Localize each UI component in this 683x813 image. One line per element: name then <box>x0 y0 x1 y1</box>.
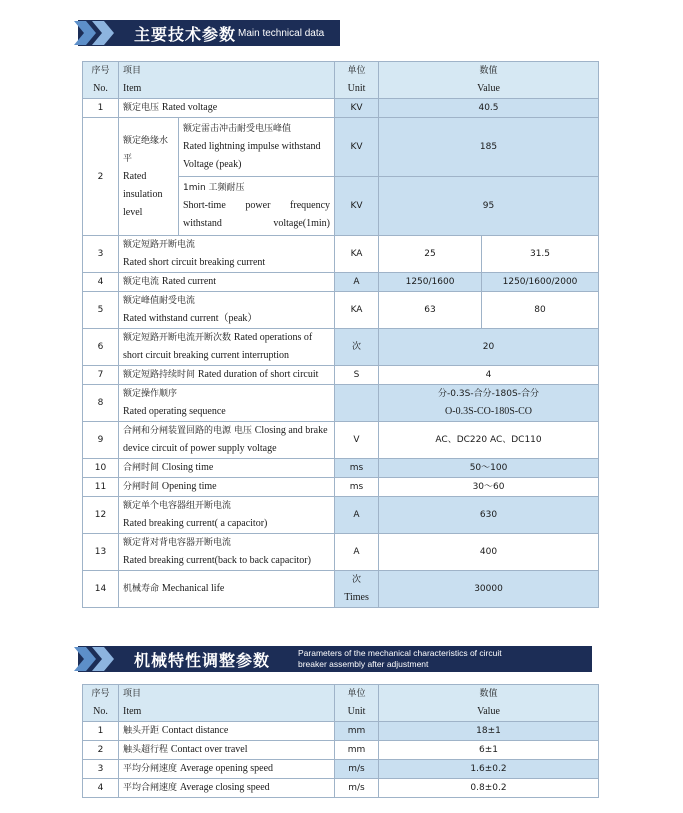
unit-cell: 次 <box>335 329 379 366</box>
value-cell: 31.5 <box>482 236 599 273</box>
table-row <box>83 722 599 741</box>
item-en: Average opening speed <box>179 763 274 774</box>
table-row <box>83 422 599 459</box>
header-item-en: Item <box>123 706 142 717</box>
header-value-en: Value <box>477 83 500 94</box>
item-en: Rated short circuit breaking current <box>123 257 266 268</box>
item-en: Rated breaking current( a capacitor) <box>123 518 268 529</box>
table-row <box>83 366 599 385</box>
item-cn: 额定操作顺序 <box>123 389 178 399</box>
unit-cell: KV <box>335 177 379 236</box>
table-row <box>83 118 599 177</box>
mechanical-characteristics-table <box>82 684 599 798</box>
value-cell: 20 <box>379 329 599 366</box>
section2-title-cn: 机械特性调整参数 <box>134 651 271 670</box>
header-no-cn: 序号 <box>91 66 110 76</box>
row-no: 3 <box>83 236 119 273</box>
value-cell: 30000 <box>379 571 599 608</box>
item-en: Rated operating sequence <box>123 406 226 417</box>
section1-title-en: Main technical data <box>238 28 325 39</box>
unit-cell: KA <box>335 236 379 273</box>
item-en: Closing time <box>161 462 214 473</box>
table-row <box>83 534 599 571</box>
value-cell: 6±1 <box>379 741 599 760</box>
section2-title-en-line1: Parameters of the mechanical characteristics of circuit <box>298 648 502 658</box>
header-unit-cn: 单位 <box>347 689 366 699</box>
value-cell: 63 <box>379 292 482 329</box>
value-cn: 分-0.3S-合分-180S-合分 <box>438 389 539 399</box>
sub-item-en: Short-time power frequency withstand voltage(1min) <box>183 200 331 229</box>
value-cell: 400 <box>379 534 599 571</box>
value-cell: 4 <box>379 366 599 385</box>
row-no: 1 <box>83 722 119 741</box>
value-cell: 80 <box>482 292 599 329</box>
value-cell: 25 <box>379 236 482 273</box>
value-cell: 40.5 <box>379 99 599 118</box>
chevron-icon <box>92 21 114 45</box>
header-value-cn: 数值 <box>479 66 498 76</box>
unit-en: Times <box>344 592 369 603</box>
row-no: 7 <box>83 366 119 385</box>
row-no: 6 <box>83 329 119 366</box>
sub-item-cn: 额定雷击冲击耐受电压峰值 <box>183 124 292 134</box>
unit-cell: mm <box>335 722 379 741</box>
item-cn: 分闸时间 <box>123 482 160 492</box>
unit-cell: A <box>335 497 379 534</box>
sub-item-en: Rated lightning impulse withstand Voltage (peak) <box>183 141 321 170</box>
unit-cell: ms <box>335 459 379 478</box>
unit-cell: A <box>335 273 379 292</box>
table-row <box>83 329 599 366</box>
item-cn: 机械寿命 <box>123 584 160 594</box>
item-cn: 额定绝缘水平 <box>123 135 169 164</box>
unit-cell: V <box>335 422 379 459</box>
header-value-en: Value <box>477 706 500 717</box>
item-en: Contact over travel <box>170 744 248 755</box>
value-cell: 1250/1600/2000 <box>482 273 599 292</box>
row-no: 3 <box>83 760 119 779</box>
table-row <box>83 779 599 798</box>
unit-cell: A <box>335 534 379 571</box>
value-cell: 630 <box>379 497 599 534</box>
row-no: 12 <box>83 497 119 534</box>
item-cn: 额定峰值耐受电流 <box>123 296 196 306</box>
item-cn: 平均合闸速度 <box>123 783 178 793</box>
table-row <box>83 571 599 608</box>
item-en: Rated duration of short circuit <box>197 369 319 380</box>
header-unit-cn: 单位 <box>347 66 366 76</box>
table-row <box>83 236 599 273</box>
item-group-cell <box>119 118 179 236</box>
header-no-en: No. <box>93 83 108 94</box>
value-cell: 95 <box>379 177 599 236</box>
unit-cell: KV <box>335 99 379 118</box>
item-cn: 平均分闸速度 <box>123 764 178 774</box>
item-cn: 额定短路开断电流 <box>123 240 196 250</box>
row-no: 1 <box>83 99 119 118</box>
item-en: Closing and brake device circuit of power supply voltage <box>123 425 328 454</box>
item-cn: 触头超行程 <box>123 745 169 755</box>
value-cell: 1250/1600 <box>379 273 482 292</box>
item-en: Contact distance <box>161 725 229 736</box>
row-no: 11 <box>83 478 119 497</box>
unit-cell: m/s <box>335 779 379 798</box>
item-en: Rated voltage <box>161 102 218 113</box>
item-cn: 额定短路持续时间 <box>123 370 196 380</box>
table-row <box>83 385 599 422</box>
value-cell: 30～60 <box>379 478 599 497</box>
header-item-cn: 项目 <box>123 689 142 699</box>
header-item-en: Item <box>123 83 142 94</box>
section2-banner <box>78 646 592 672</box>
value-cell: 50～100 <box>379 459 599 478</box>
unit-cell <box>335 385 379 422</box>
header-no-en: No. <box>93 706 108 717</box>
section1-title-cn: 主要技术参数 <box>134 25 237 44</box>
chevron-icon <box>92 647 114 671</box>
row-no: 9 <box>83 422 119 459</box>
item-cn: 额定电流 <box>123 277 160 287</box>
row-no: 13 <box>83 534 119 571</box>
table-row <box>83 99 599 118</box>
row-no: 4 <box>83 779 119 798</box>
sub-item-cn: 1min 工频耐压 <box>183 183 245 193</box>
row-no: 14 <box>83 571 119 608</box>
section1-banner <box>78 20 340 46</box>
item-cn: 额定短路开断电流开断次数 <box>123 333 232 343</box>
unit-cell: mm <box>335 741 379 760</box>
item-en: Opening time <box>161 481 217 492</box>
table-row <box>83 292 599 329</box>
value-cell: AC、DC220 AC、DC110 <box>379 422 599 459</box>
unit-cell: KA <box>335 292 379 329</box>
header-unit-en: Unit <box>347 83 366 94</box>
table-row <box>83 497 599 534</box>
item-en: Rated withstand current（peak） <box>123 313 258 324</box>
section2-title-en-line2: breaker assembly after adjustment <box>298 659 429 669</box>
value-cell: 18±1 <box>379 722 599 741</box>
unit-cn: 次 <box>352 575 362 585</box>
row-no: 10 <box>83 459 119 478</box>
header-unit-en: Unit <box>347 706 366 717</box>
item-cn: 触头开距 <box>123 726 160 736</box>
value-cell: 0.8±0.2 <box>379 779 599 798</box>
item-cn: 额定背对背电容器开断电流 <box>123 538 232 548</box>
unit-cell: ms <box>335 478 379 497</box>
item-en: Rated insulation level <box>123 170 163 218</box>
item-en: Rated operations of short circuit breaking current interruption <box>123 332 313 361</box>
main-technical-data-table <box>82 61 599 608</box>
table-row <box>83 760 599 779</box>
table-header <box>83 685 599 722</box>
row-no: 4 <box>83 273 119 292</box>
value-en: O-0.3S-CO-180S-CO <box>445 406 532 417</box>
item-en: Mechanical life <box>161 583 225 594</box>
item-en: Rated current <box>161 276 217 287</box>
table-header <box>83 62 599 99</box>
item-en: Rated breaking current(back to back capacitor) <box>123 555 311 566</box>
table-row <box>83 478 599 497</box>
value-cell: 185 <box>379 118 599 177</box>
row-no: 8 <box>83 385 119 422</box>
row-no: 5 <box>83 292 119 329</box>
row-no: 2 <box>83 118 119 236</box>
header-value-cn: 数值 <box>479 689 498 699</box>
item-cn: 额定单个电容器组开断电流 <box>123 501 232 511</box>
row-no: 2 <box>83 741 119 760</box>
table-row <box>83 741 599 760</box>
item-en: Average closing speed <box>179 782 270 793</box>
unit-cell: S <box>335 366 379 385</box>
unit-cell: KV <box>335 118 379 177</box>
header-no-cn: 序号 <box>91 689 110 699</box>
header-item-cn: 项目 <box>123 66 142 76</box>
unit-cell: m/s <box>335 760 379 779</box>
table-row <box>83 273 599 292</box>
item-cn: 合闸时间 <box>123 463 160 473</box>
item-cn: 合闸和分闸装置回路的电源 电压 <box>123 426 252 436</box>
item-cn: 额定电压 <box>123 103 160 113</box>
table-row <box>83 459 599 478</box>
value-cell: 1.6±0.2 <box>379 760 599 779</box>
